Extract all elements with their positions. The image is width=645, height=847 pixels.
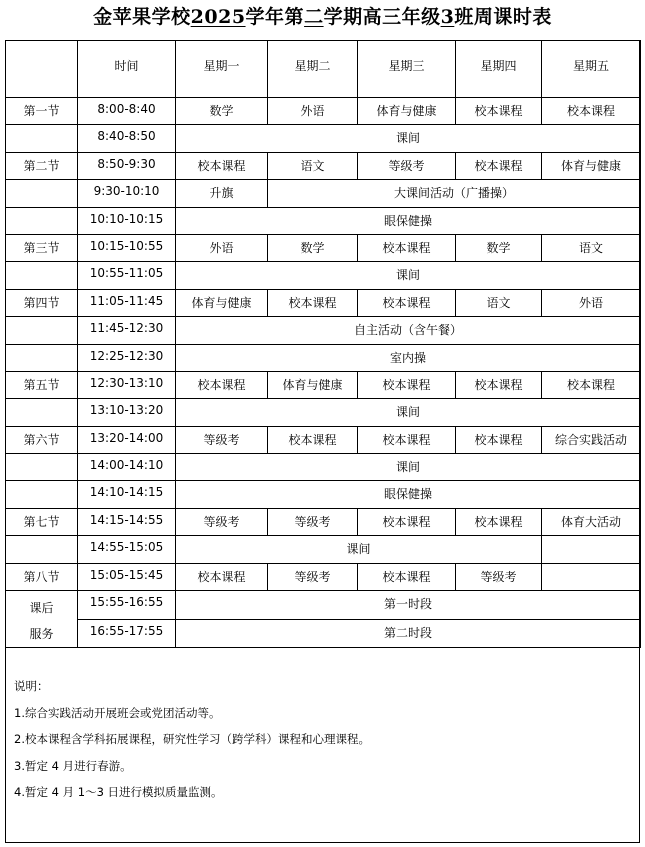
class-cell: 自主活动（含午餐） (176, 317, 641, 344)
class-cell: 数学 (268, 234, 358, 261)
class-cell: 体育大活动 (542, 508, 641, 535)
class-cell: 数学 (456, 234, 542, 261)
title-text: 学期高三年级 (323, 6, 441, 28)
period-cell: 第五节 (6, 371, 78, 398)
class-cell: 眼保健操 (176, 481, 641, 508)
class-cell: 课间 (176, 399, 641, 426)
period-cell: 第三节 (6, 234, 78, 261)
class-cell: 课间 (176, 262, 641, 289)
notes (14, 673, 370, 806)
time-cell: 14:55-15:05 (78, 536, 176, 563)
time-cell: 15:55-16:55 (78, 591, 176, 620)
header-row (6, 41, 641, 98)
class-cell: 语文 (542, 234, 641, 261)
table-row (6, 234, 641, 261)
period-cell (6, 481, 78, 508)
class-cell: 外语 (268, 98, 358, 125)
table-row (6, 289, 641, 316)
class-cell: 语文 (456, 289, 542, 316)
class-cell: 校本课程 (358, 371, 456, 398)
class-cell: 等级考 (268, 508, 358, 535)
note-item: 4.暂定 4 月 1～3 日进行模拟质量监测。 (14, 785, 223, 799)
period-cell (6, 262, 78, 289)
time-cell: 14:10-14:15 (78, 481, 176, 508)
table-row (6, 536, 641, 563)
class-cell: 课间 (176, 125, 641, 152)
note-item: 1.综合实践活动开展班会或党团活动等。 (14, 705, 221, 720)
timetable-sheet (5, 40, 640, 843)
time-cell: 8:50-9:30 (78, 152, 176, 179)
period-cell (6, 207, 78, 234)
class-cell: 校本课程 (456, 98, 542, 125)
period-cell: 第一节 (6, 98, 78, 125)
class-cell: 眼保健操 (176, 207, 641, 234)
time-cell: 8:00-8:40 (78, 98, 176, 125)
time-cell: 10:15-10:55 (78, 234, 176, 261)
period-cell (6, 399, 78, 426)
time-cell: 13:10-13:20 (78, 399, 176, 426)
class-cell: 校本课程 (268, 289, 358, 316)
class-cell: 等级考 (268, 563, 358, 590)
time-cell: 12:30-13:10 (78, 371, 176, 398)
header-cell: 星期四 (456, 41, 542, 98)
class-cell: 校本课程 (456, 152, 542, 179)
title-school: 金苹果学校 (93, 6, 191, 28)
class-cell: 体育与健康 (268, 371, 358, 398)
time-cell: 11:05-11:45 (78, 289, 176, 316)
table-row (6, 481, 641, 508)
class-cell: 校本课程 (176, 563, 268, 590)
class-cell: 校本课程 (176, 152, 268, 179)
table-row (6, 426, 641, 453)
class-cell: 等级考 (358, 152, 456, 179)
class-cell: 等级考 (456, 563, 542, 590)
period-cell: 第八节 (6, 563, 78, 590)
class-cell (542, 563, 641, 590)
table-row (6, 591, 641, 620)
time-cell: 13:20-14:00 (78, 426, 176, 453)
class-cell: 校本课程 (176, 371, 268, 398)
time-cell: 10:55-11:05 (78, 262, 176, 289)
time-cell: 16:55-17:55 (78, 619, 176, 648)
class-cell: 校本课程 (456, 426, 542, 453)
time-cell: 14:00-14:10 (78, 454, 176, 481)
class-cell: 校本课程 (542, 98, 641, 125)
period-cell: 第二节 (6, 152, 78, 179)
table-row (6, 207, 641, 234)
header-cell: 星期三 (358, 41, 456, 98)
class-cell: 第二时段 (176, 619, 641, 648)
table-row (6, 619, 641, 648)
period-cell: 第六节 (6, 426, 78, 453)
title-text: 班周课时表 (454, 6, 552, 28)
class-cell: 室内操 (176, 344, 641, 371)
time-cell: 10:10-10:15 (78, 207, 176, 234)
class-cell: 综合实践活动 (542, 426, 641, 453)
class-cell: 数学 (176, 98, 268, 125)
header-cell: 时间 (78, 41, 176, 98)
time-cell: 12:25-12:30 (78, 344, 176, 371)
time-cell: 8:40-8:50 (78, 125, 176, 152)
title-text: 学年第 (245, 6, 305, 28)
title-term: 二 (304, 6, 324, 28)
class-cell: 校本课程 (456, 371, 542, 398)
table-row (6, 125, 641, 152)
time-cell: 11:45-12:30 (78, 317, 176, 344)
header-cell: 星期二 (268, 41, 358, 98)
table-row (6, 344, 641, 371)
period-cell (6, 536, 78, 563)
notes-heading: 说明： (14, 679, 49, 693)
class-cell: 校本课程 (542, 371, 641, 398)
period-cell (6, 454, 78, 481)
table-row (6, 399, 641, 426)
class-cell (542, 536, 641, 563)
table-row (6, 262, 641, 289)
time-cell: 9:30-10:10 (78, 180, 176, 207)
class-cell: 课间 (176, 536, 542, 563)
table-row (6, 180, 641, 207)
page-title (0, 2, 645, 29)
table-row (6, 152, 641, 179)
table-row (6, 371, 641, 398)
class-cell: 体育与健康 (358, 98, 456, 125)
table-row (6, 317, 641, 344)
note-item: 3.暂定 4 月进行春游。 (14, 758, 132, 773)
class-cell: 第一时段 (176, 591, 641, 620)
table-row (6, 508, 641, 535)
class-cell: 体育与健康 (542, 152, 641, 179)
header-cell: 星期一 (176, 41, 268, 98)
time-cell: 15:05-15:45 (78, 563, 176, 590)
class-cell: 大课间活动（广播操） (268, 180, 641, 207)
class-cell: 校本课程 (456, 508, 542, 535)
class-cell: 校本课程 (358, 234, 456, 261)
period-cell (6, 317, 78, 344)
period-cell: 课后 服务 (6, 591, 78, 648)
timetable (5, 40, 641, 648)
note-item: 2.校本课程含学科拓展课程，研究性学习（跨学科）课程和心理课程。 (14, 732, 370, 746)
title-year: 2025 (190, 6, 246, 28)
class-cell: 校本课程 (358, 426, 456, 453)
header-cell: 星期五 (542, 41, 641, 98)
title-class: 3 (440, 6, 455, 28)
class-cell: 外语 (542, 289, 641, 316)
class-cell: 体育与健康 (176, 289, 268, 316)
class-cell: 课间 (176, 454, 641, 481)
class-cell: 等级考 (176, 508, 268, 535)
class-cell: 等级考 (176, 426, 268, 453)
table-row (6, 563, 641, 590)
period-cell: 第四节 (6, 289, 78, 316)
table-row (6, 98, 641, 125)
class-cell: 语文 (268, 152, 358, 179)
class-cell: 校本课程 (358, 563, 456, 590)
class-cell: 校本课程 (358, 289, 456, 316)
class-cell: 校本课程 (358, 508, 456, 535)
period-cell (6, 344, 78, 371)
class-cell: 升旗 (176, 180, 268, 207)
header-cell (6, 41, 78, 98)
period-cell (6, 125, 78, 152)
period-cell (6, 180, 78, 207)
time-cell: 14:15-14:55 (78, 508, 176, 535)
class-cell: 校本课程 (268, 426, 358, 453)
class-cell: 外语 (176, 234, 268, 261)
table-row (6, 454, 641, 481)
period-cell: 第七节 (6, 508, 78, 535)
